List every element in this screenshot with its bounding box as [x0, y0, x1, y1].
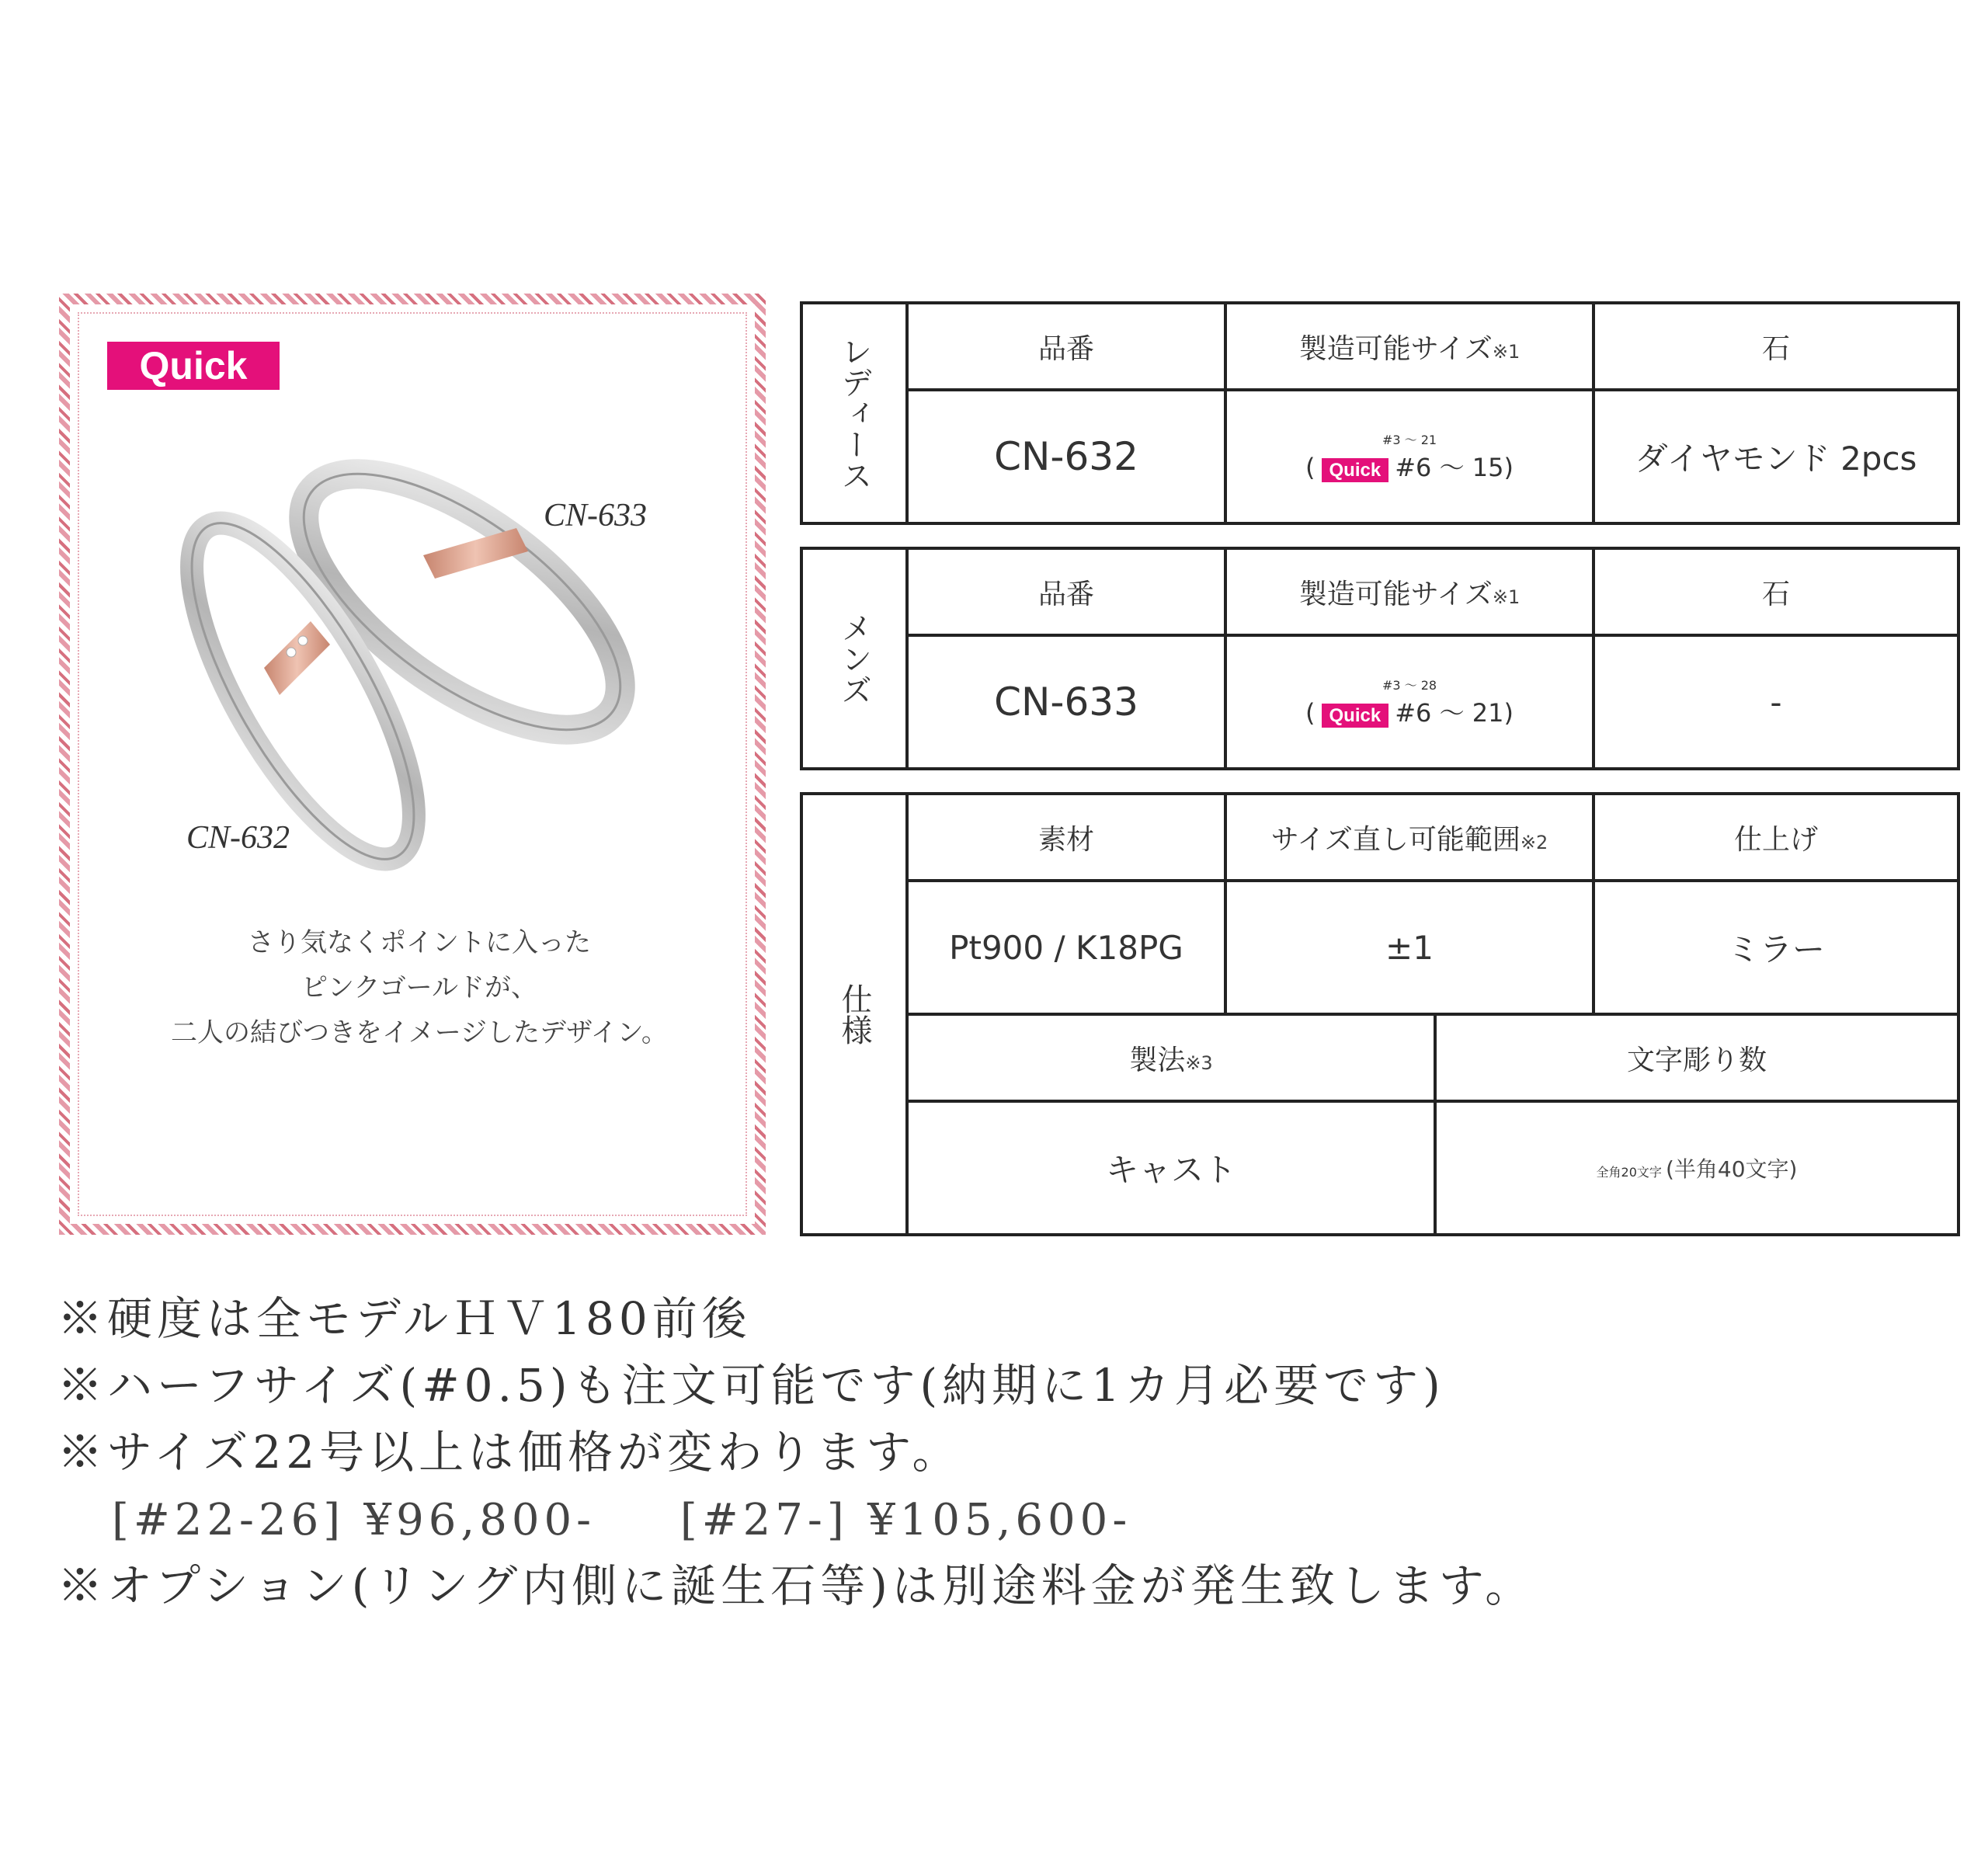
description-line: ピンクゴールドが、 — [301, 972, 537, 1003]
quick-badge-small: Quick — [1322, 458, 1389, 482]
ladies-code: CN-632 — [907, 390, 1225, 523]
model-label-632: CN-632 — [186, 820, 290, 856]
model-label-633: CN-633 — [544, 498, 648, 534]
note-large-size: ※サイズ22号以上は価格が変わります。 — [57, 1426, 962, 1479]
mens-stone: - — [1594, 635, 1958, 769]
description-line: 二人の結びつきをイメージしたデザイン。 — [171, 1017, 668, 1048]
ladies-table — [800, 301, 1960, 525]
ladies-side-label: レディース — [801, 303, 907, 523]
note-hardness: ※硬度は全モデルＨＶ180前後 — [57, 1292, 752, 1345]
mens-table — [800, 547, 1960, 770]
footnotes — [57, 1285, 1921, 1619]
header-engrave: 文字彫り数 — [1435, 1014, 1958, 1101]
ladies-stone: ダイヤモンド 2pcs — [1594, 390, 1958, 523]
header-code: 品番 — [907, 303, 1225, 390]
spec-table — [800, 792, 1960, 1236]
mens-side-label: メンズ — [801, 548, 907, 769]
diamond-icon — [298, 636, 308, 645]
price-line — [57, 1486, 1921, 1552]
mens-code: CN-633 — [907, 635, 1225, 769]
rose-gold-accent-633 — [423, 528, 528, 579]
quick-badge: Quick — [107, 342, 280, 390]
header-resize: サイズ直し可能範囲※2 — [1225, 794, 1594, 881]
ladies-sizes: #3 ～ 21 ( Quick #6 ～ 15) — [1225, 390, 1594, 523]
diamond-icon — [287, 648, 296, 657]
rose-gold-accent-632 — [264, 621, 330, 695]
description-line: さり気なくポイントに入った — [248, 927, 591, 958]
header-method: 製法※3 — [907, 1014, 1435, 1101]
header-stone: 石 — [1594, 548, 1958, 635]
note-half-size: ※ハーフサイズ(#0.5)も注文可能です(納期に1カ月必要です) — [57, 1359, 1445, 1412]
resize-value: ±1 — [1225, 881, 1594, 1014]
note-options: ※オプション(リング内側に誕生石等)は別途料金が発生致します。 — [57, 1559, 1535, 1612]
header-material: 素材 — [907, 794, 1225, 881]
mens-sizes: #3 ～ 28 ( Quick #6 ～ 21) — [1225, 635, 1594, 769]
engrave-value: 全角20文字 (半角40文字) — [1435, 1101, 1958, 1235]
quick-badge-small: Quick — [1322, 704, 1389, 728]
price2-label: [#27-] — [679, 1495, 849, 1545]
product-description — [70, 920, 769, 1055]
price1-label: [#22-26] — [112, 1495, 346, 1545]
header-sizes: 製造可能サイズ※1 — [1225, 548, 1594, 635]
material-value: Pt900 / K18PG — [907, 881, 1225, 1014]
header-sizes: 製造可能サイズ※1 — [1225, 303, 1594, 390]
price2: ¥105,600- — [867, 1495, 1132, 1545]
method-value: キャスト — [907, 1101, 1435, 1235]
header-stone: 石 — [1594, 303, 1958, 390]
spec-side-label: 仕様 — [801, 794, 907, 1235]
finish-value: ミラー — [1594, 881, 1958, 1014]
header-code: 品番 — [907, 548, 1225, 635]
price1: ¥96,800- — [363, 1495, 596, 1545]
header-finish: 仕上げ — [1594, 794, 1958, 881]
